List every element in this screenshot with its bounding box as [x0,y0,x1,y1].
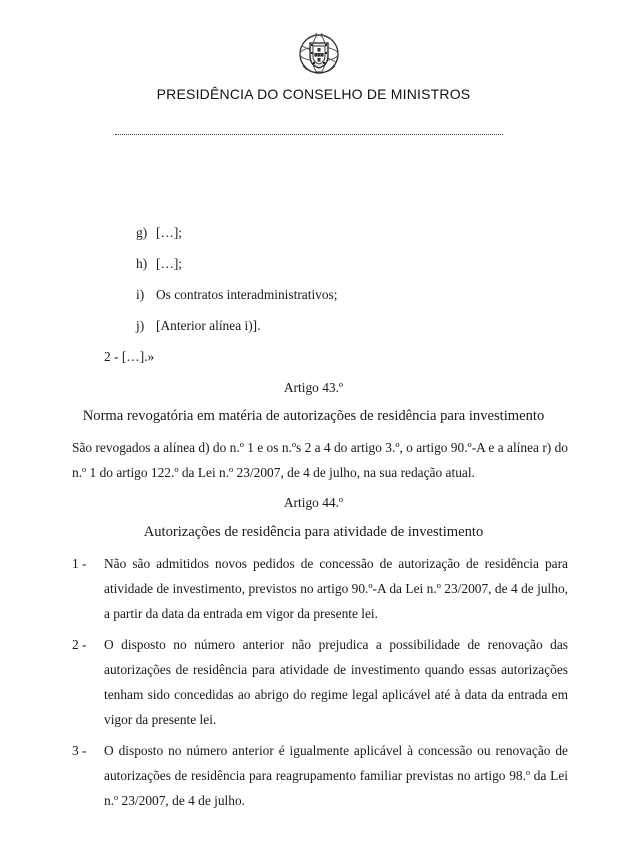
article-44-title: Artigo 44.º [283,495,344,510]
organization-title: PRESIDÊNCIA DO CONSELHO DE MINISTROS [156,86,471,102]
article-44-item-number: 2 - [72,637,87,652]
list-item-text: Os contratos interadministrativos; [156,287,338,302]
article-43-text-line: São revogados a alínea d) do n.º 1 e os n.ºs 2 a 4 do artigo 3.º, o artigo 90.º-A e a alínea r) do [72,440,568,455]
article-44-item-line: O disposto no número anterior é igualmente aplicável à concessão ou renovação de [104,743,568,758]
list-item-text: [Anterior alínea i)]. [156,318,261,333]
article-44-item-number: 3 - [72,743,87,758]
list-item-letter: h) [136,256,148,271]
coat-of-arms-icon [297,28,341,76]
article-44-item-line: atividade de investimento, previstos no artigo 90.º-A da Lei n.º 23/2007, de 4 de julho, [104,581,568,596]
article-44-item-line: autorizações de residência para reagrupamento familiar previstas no artigo 98.º da Lei [104,768,568,783]
list-item-letter: g) [136,225,148,240]
article-43-text-line: n.º 1 do artigo 122.º da Lei n.º 23/2007, de 4 de julho, na sua redação atual. [72,465,475,480]
article-44-item-line: tenham sido concedidas ao abrigo do regime legal aplicável até à data da entrada em [104,687,568,702]
article-43-title: Artigo 43.º [283,380,344,395]
list-item-letter: i) [136,287,145,302]
article-44-item-number: 1 - [72,556,87,571]
list-item-text: […]; [156,256,183,271]
article-44-item-line: n.º 23/2007, de 4 de julho. [104,793,246,808]
article-44-item-line: vigor da presente lei. [104,712,217,727]
article-43-heading: Norma revogatória em matéria de autorizações de residência para investimento [82,408,545,424]
article-44-item-line: Não são admitidos novos pedidos de concessão de autorização de residência para [104,556,568,571]
list-item-letter: j) [136,318,145,333]
article-44-item-line: O disposto no número anterior não prejudica a possibilidade de renovação das [104,637,568,652]
list-item-text: […]; [156,225,183,240]
dotted-separator [115,134,503,135]
item-two-placeholder: 2 - […].» [104,349,155,364]
article-44-item-line: a partir da data da entrada em vigor da presente lei. [104,606,379,621]
article-44-heading: Autorizações de residência para atividade de investimento [143,524,484,540]
article-44-item-line: autorizações de residência para atividade de investimento quando essas autorizações [104,662,568,677]
